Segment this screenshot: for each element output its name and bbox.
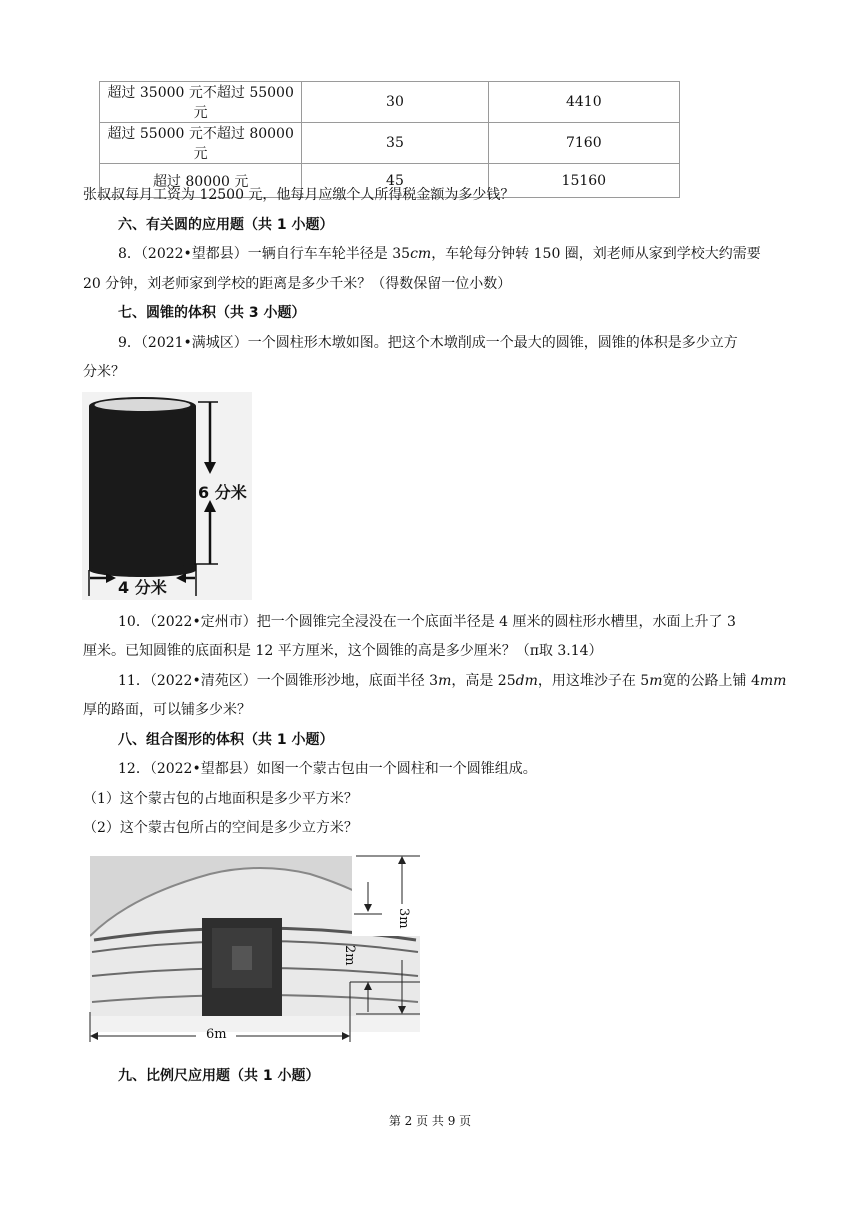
question-8-line-2: 20 分钟，刘老师家到学校的距离是多少千米？（得数保留一位小数） xyxy=(83,276,512,292)
q11-text-a: 11．（2022•清苑区）一个圆锥形沙地，底面半径 3 xyxy=(118,673,439,689)
tax-rate-table xyxy=(99,81,680,198)
table-cell: 4410 xyxy=(488,82,679,123)
section-6-heading: 六、有关圆的应用题（共 1 小题） xyxy=(118,217,334,233)
question-7-tail: 张叔叔每月工资为 12500 元，他每月应缴个人所得税金额为多少钱？ xyxy=(83,187,515,203)
question-12-line-1: 12．（2022•望都县）如图一个蒙古包由一个圆柱和一个圆锥组成。 xyxy=(118,761,537,777)
question-12-sub-2: （2）这个蒙古包所占的空间是多少立方米？ xyxy=(83,820,358,836)
table-cell: 7160 xyxy=(488,123,679,164)
q11-unit-3: m xyxy=(649,673,663,689)
q8-text-b: ，车轮每分钟转 150 圈，刘老师从家到学校大约需要 xyxy=(431,246,761,262)
q11-unit-2: dm xyxy=(515,673,538,689)
section-9-heading: 九、比例尺应用题（共 1 小题） xyxy=(118,1068,320,1084)
question-10-line-2: 厘米。已知圆锥的底面积是 12 平方厘米，这个圆锥的高是多少厘米？（π取 3.14） xyxy=(83,643,603,659)
table-cell: 超过 80000 元 xyxy=(100,164,302,198)
q8-unit: cm xyxy=(410,246,432,262)
section-8-heading: 八、组合图形的体积（共 1 小题） xyxy=(118,732,334,748)
table-row xyxy=(100,123,680,164)
q11-text-b: ，高是 25 xyxy=(451,673,516,689)
q11-text-d: 宽的公路上铺 4 xyxy=(662,673,760,689)
question-8-line-1 xyxy=(118,244,761,264)
cylinder-width-label: 4 分米 xyxy=(118,578,167,597)
yurt-total-height-label: 3m xyxy=(396,908,411,929)
yurt-diameter-label: 6m xyxy=(206,1027,227,1042)
question-10-line-1: 10．（2022•定州市）把一个圆锥完全浸没在一个底面半径是 4 厘米的圆柱形水槽里，水面上升了 3 xyxy=(118,614,736,630)
question-11-line-2: 厚的路面，可以铺多少米？ xyxy=(83,702,251,718)
yurt-dimensions xyxy=(86,852,426,1044)
section-7-heading: 七、圆锥的体积（共 3 小题） xyxy=(118,305,306,321)
page-footer: 第 2 页 共 9 页 xyxy=(388,1114,472,1128)
table-cell: 超过 55000 元不超过 80000 元 xyxy=(100,123,302,164)
q8-text-a: 8．（2022•望都县）一辆自行车车轮半径是 35 xyxy=(118,246,411,262)
table-cell: 35 xyxy=(302,123,488,164)
table-cell: 15160 xyxy=(488,164,679,198)
table-row xyxy=(100,82,680,123)
q11-unit-4: mm xyxy=(759,673,787,689)
table-cell: 超过 35000 元不超过 55000 元 xyxy=(100,82,302,123)
table-cell: 45 xyxy=(302,164,488,198)
question-9-line-1: 9．（2021•满城区）一个圆柱形木墩如图。把这个木墩削成一个最大的圆锥，圆锥的体积是多少立方 xyxy=(118,335,738,351)
cylinder-height-label: 6 分米 xyxy=(198,483,247,502)
question-9-line-2: 分米？ xyxy=(83,364,125,380)
question-12-sub-1: （1）这个蒙古包的占地面积是多少平方米？ xyxy=(83,791,358,807)
q11-unit-1: m xyxy=(438,673,452,689)
question-11-line-1 xyxy=(118,671,786,691)
table-cell: 30 xyxy=(302,82,488,123)
yurt-wall-height-label: 2m xyxy=(342,945,357,966)
q11-text-c: ，用这堆沙子在 5 xyxy=(537,673,650,689)
